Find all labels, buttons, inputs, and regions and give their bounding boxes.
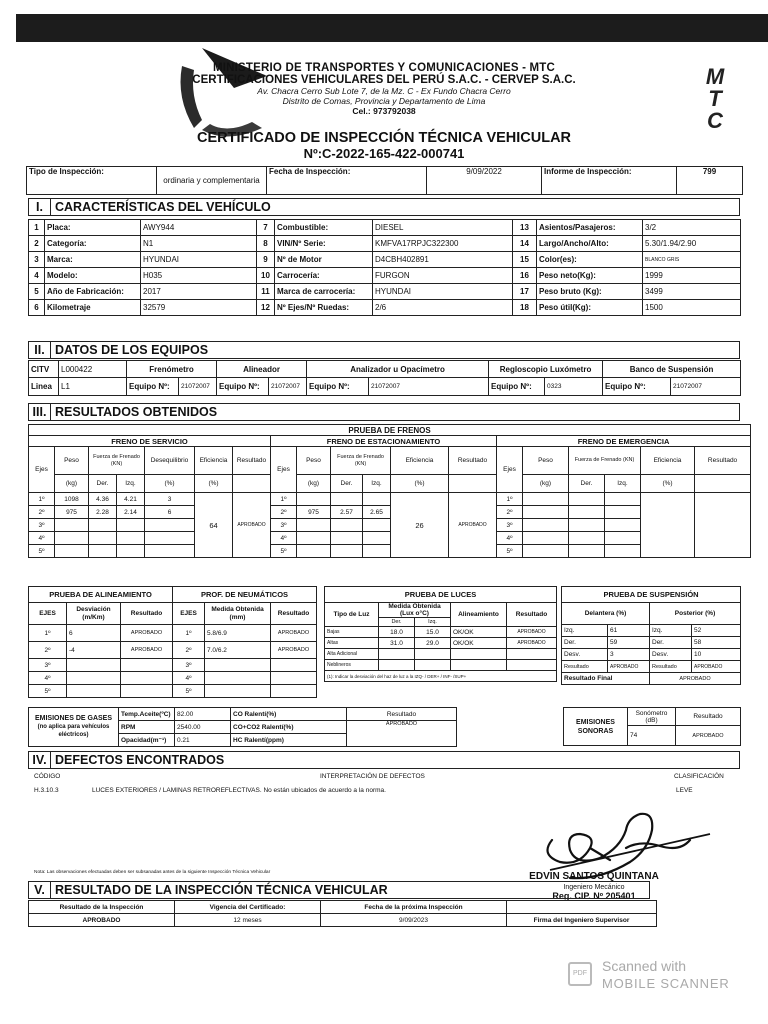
table-row [29,268,741,284]
citv-value: L000422 [59,361,127,378]
suspension-test-table: PRUEBA DE SUSPENSIÓN Delantera (%) Posterior (%) Izq. 61 Izq. 52 Der. 59 Der. 58 Desv. 3 Desv. 10 Resultado APROBADO Resultado APROBADO Resultado Final APROBADO [561,586,741,685]
suspension-value: 3 [608,649,650,661]
equipment-name: Alineador [217,361,307,378]
parking-result: APROBADO [449,493,497,558]
address-line-2: Distrito de Comas, Provincia y Departamento de Lima [282,96,486,106]
table-row [562,637,741,649]
engineer-credentials: Ingeniero Mecánico Reg. CIP. Nº 205401 [552,884,636,901]
next-inspection-date: 9/09/2023 [321,914,507,927]
field-value: N1 [141,236,257,252]
defect-classification: LEVE [676,787,693,794]
light-left: 29.0 [415,638,451,649]
mtc-letters: M T C [705,64,725,133]
final-result-table: Resultado de la Inspección Vigencia del Certificado: Fecha de la próxima Inspección APROBADO 12 meses 9/09/2023 Firma del Ingeniero Supervisor [28,900,657,927]
address-line-1: Av. Chacra Cerro Sub Lote 7, de la Mz. C - Ex Fundo Chacra Cerro [257,86,511,96]
light-right [379,649,415,660]
field-label: Peso bruto (Kg): [537,284,643,300]
suspension-value: APROBADO [692,661,741,673]
field-label: Asientos/Pasajeros: [537,220,643,236]
defect-class-header: CLASIFICACIÓN [674,773,724,780]
light-result: APROBADO [507,638,557,649]
alignment-test-table: PRUEBA DE ALINEAMIENTO EJES Desviación (m/Km) Resultado 1º 6 APROBADO 2º -4 APROBADO 3º 4º 5º [28,586,173,698]
inspection-date-value: 9/09/2022 [427,167,542,195]
suspension-value: 52 [692,625,741,637]
defect-code-header: CÓDIGO [34,773,61,780]
final-result: APROBADO [29,914,175,927]
field-value: KMFVA17RPJC322300 [373,236,513,252]
suspension-value: 58 [692,637,741,649]
parking-brake-title: FRENO DE ESTACIONAMIENTO [271,436,497,447]
equipment-number: 0323 [545,378,603,396]
inspection-report-value: 799 [677,167,743,195]
sound-level: 74 [628,726,676,746]
parking-weight: 975 [297,506,331,519]
table-row [562,625,741,637]
light-left [415,649,451,660]
defect-code: H.3.10.3 [34,787,59,794]
equipment-name: Regloscopio Luxómetro [489,361,603,378]
ministry-name: MINISTERIO DE TRANSPORTES Y COMUNICACIONES - MTC [212,62,556,74]
emergency-brake-title: FRENO DE EMERGENCIA [497,436,751,447]
field-value: 3499 [643,284,741,300]
alignment-title: PRUEBA DE ALINEAMIENTO [29,587,173,603]
field-value: FURGON [373,268,513,284]
field-label: Largo/Ancho/Alto: [537,236,643,252]
pdf-icon: PDF [568,962,592,986]
row-number: 10 [257,268,275,284]
vehicle-characteristics-table [28,219,741,316]
field-value: 2017 [141,284,257,300]
field-label: Combustible: [275,220,373,236]
table-row [29,284,741,300]
field-label: Modelo: [45,268,141,284]
row-number: 6 [29,300,45,316]
field-value: 1999 [643,268,741,284]
table-row [325,660,557,671]
tire-depth-title: PROF. DE NEUMÁTICOS [173,587,317,603]
field-value: HYUNDAI [141,252,257,268]
linea-label: Linea [29,378,59,396]
field-label: Kilometraje [45,300,141,316]
equipment-name: Analizador u Opacímetro [307,361,489,378]
inspection-report-label: Informe de Inspección: [542,167,677,195]
row-number: 11 [257,284,275,300]
row-number: 14 [513,236,537,252]
light-result [507,660,557,671]
suspension-value: APROBADO [608,661,650,673]
field-label: Nº de Motor [275,252,373,268]
light-left: 15.0 [415,627,451,638]
light-alignment: OK/OK [451,627,507,638]
suspension-value: 10 [692,649,741,661]
scanner-watermark: PDF Scanned with MOBILE SCANNER [568,958,748,998]
field-label: Nº Ejes/Nº Ruedas: [275,300,373,316]
suspension-label: Desv. [650,649,692,661]
field-label: Categoría: [45,236,141,252]
row-number: 18 [513,300,537,316]
lights-title: PRUEBA DE LUCES [325,587,557,603]
suspension-label: Izq. [650,625,692,637]
field-label: Peso útil(Kg): [537,300,643,316]
suspension-label: Resultado [650,661,692,673]
supervisor-signature-label: Firma del Ingeniero Supervisor [507,914,657,927]
table-row [29,236,741,252]
lights-note: (1): Indicar la desviación del haz de luz a la IZQ- / DER+ / INF- /SUP+ [325,671,557,682]
gas-emissions-table: EMISIONES DE GASES (no aplica para vehículos eléctricos) Temp.Aceite(ºC) 82.00 CO Ralentí(%) Resultado RPM 2540.00 CO+CO2 Ralentí(%) APROBADO Opacidad(m⁻¹) 0.21 HC Ralentí(ppm) [28,707,559,747]
gas-emissions-result: APROBADO [347,721,457,747]
field-label: Año de Fabricación: [45,284,141,300]
service-result: APROBADO [233,493,271,558]
light-alignment [451,660,507,671]
suspension-label: Der. [650,637,692,649]
defects-note: Nota: Las observaciones efectuadas deben ser subsanadas antes de la siguiente Inspección Técnica Vehicular [34,870,271,875]
table-row [29,300,741,316]
section-4-header: IV. DEFECTOS ENCONTRADOS [28,751,740,769]
equipment-name: Banco de Suspensión [603,361,741,378]
inspection-info-table [26,166,743,195]
row-number: 3 [29,252,45,268]
brake-test-table: PRUEBA DE FRENOS FRENO DE SERVICIO FRENO DE ESTACIONAMIENTO FRENO DE EMERGENCIA Ejes Peso Fuerza de Frenado (KN) Desequilibrio Eficiencia Resultado Ejes Peso Fuerza de Frenado (KN) Eficiencia Resultado Ejes Peso Fuerza de Frenado (KN) Eficiencia Resultado (kg) Der. Izq. (%) (%) (kg) Der. Izq. (%) (kg) Der. Izq. (%) 1º 1098 4.36 4.21 3 64 APROBADO 1º 26 APROBADO 1º 2º 975 2.28 2.14 6 2º 975 2.57 2.65 2º 3º 3º 3º 4º 4º 4º 5º 5º 5º [28,424,751,558]
suspension-label: Izq. [562,625,608,637]
field-label: VIN/Nº Serie: [275,236,373,252]
inspection-date-label: Fecha de Inspección: [267,167,427,195]
phone: Cel.: 973792038 [352,106,416,116]
field-value: HYUNDAI [373,284,513,300]
section-2-header: II. DATOS DE LOS EQUIPOS [28,341,740,359]
light-result [507,649,557,660]
field-value: H035 [141,268,257,284]
equipment-name: Frenómetro [127,361,217,378]
field-label: Placa: [45,220,141,236]
light-right [379,660,415,671]
section-1-header: I. CARACTERÍSTICAS DEL VEHÍCULO [28,198,740,216]
row-number: 15 [513,252,537,268]
row-number: 9 [257,252,275,268]
field-label: Peso neto(Kg): [537,268,643,284]
table-row [29,252,741,268]
table-row [562,649,741,661]
field-label: Marca: [45,252,141,268]
section-5-header: V. RESULTADO DE LA INSPECCIÓN TÉCNICA VEHICULAR [28,881,650,899]
field-label: Carrocería: [275,268,373,284]
field-value: 1500 [643,300,741,316]
lights-test-table: PRUEBA DE LUCES Tipo de Luz Medida Obtenida (Lux o°C) Alineamiento Resultado Der. Izq. Bajas 18.0 15.0 OK/OK APROBADO Altas 31.0 29.0 OK/OK APROBADO Alta Adicional Neblineros (1): Indicar la desviación del haz de luz a la IZQ- / DER+ / INF- /SUP+ [324,586,557,682]
field-value: D4CBH402891 [373,252,513,268]
table-row [325,649,557,660]
field-value: BLANCO GRIS [643,252,741,268]
equipment-number: 21072007 [269,378,307,396]
light-right: 31.0 [379,638,415,649]
field-value: 3/2 [643,220,741,236]
equipment-number: 21072007 [369,378,489,396]
field-value: 2/6 [373,300,513,316]
row-number: 7 [257,220,275,236]
table-row [29,220,741,236]
tire-depth-table: PROF. DE NEUMÁTICOS EJES Medida Obtenida (mm) Resultado 1º 5.8/6.9 APROBADO 2º 7.0/6.2 APROBADO 3º 4º 5º [172,586,317,698]
suspension-label: Resultado [562,661,608,673]
certificate-title: CERTIFICADO DE INSPECCIÓN TÉCNICA VEHICULAR [196,130,572,146]
equipment-number: 21072007 [671,378,741,396]
row-number: 8 [257,236,275,252]
inspection-type-value: ordinaria y complementaria [157,167,267,195]
row-number: 2 [29,236,45,252]
suspension-title: PRUEBA DE SUSPENSIÓN [562,587,741,603]
sound-result: APROBADO [676,726,741,746]
field-value: 32579 [141,300,257,316]
equipment-number: 21072007 [179,378,217,396]
suspension-label: Der. [562,637,608,649]
brake-test-title: PRUEBA DE FRENOS [29,425,751,436]
light-type: Neblineros [325,660,379,671]
service-efficiency: 64 [195,493,233,558]
light-alignment: OK/OK [451,638,507,649]
document-header [0,62,768,116]
row-number: 12 [257,300,275,316]
table-row [562,661,741,673]
light-right: 18.0 [379,627,415,638]
certificate-validity: 12 meses [175,914,321,927]
scan-top-border [16,14,768,42]
suspension-value: 61 [608,625,650,637]
citv-label: CITV [29,361,59,378]
row-number: 4 [29,268,45,284]
defect-interpretation-header: INTERPRETACIÓN DE DEFECTOS [320,773,425,780]
service-weight: 1098 [55,493,89,506]
suspension-final-result: APROBADO [650,673,741,685]
light-type: Altas [325,638,379,649]
sound-emissions-title: EMISIONES SONORAS [564,708,628,746]
field-label: Marca de carrocería: [275,284,373,300]
engineer-name: EDVIN SANTOS QUINTANA [529,871,659,882]
inspection-type-label: Tipo de Inspección: [27,167,157,195]
row-number: 16 [513,268,537,284]
table-row [325,638,557,649]
equipment-table: CITV L000422 Frenómetro Alineador Analizador u Opacímetro Regloscopio Luxómetro Banco de Suspensión Linea L1 Equipo Nº: 21072007 Equipo Nº: 21072007 Equipo Nº: 21072007 Equipo Nº: 0323 Equipo Nº: 21072007 [28,360,741,396]
light-left [415,660,451,671]
row-number: 5 [29,284,45,300]
service-brake-title: FRENO DE SERVICIO [29,436,271,447]
row-number: 13 [513,220,537,236]
suspension-value: 59 [608,637,650,649]
light-type: Bajas [325,627,379,638]
linea-value: L1 [59,378,127,396]
parking-efficiency: 26 [391,493,449,558]
sound-emissions-table: EMISIONES SONORAS Sonómetro (dB) Resultado 74 APROBADO [563,707,741,746]
gas-emissions-title: EMISIONES DE GASES (no aplica para vehículos eléctricos) [29,708,119,747]
suspension-label: Desv. [562,649,608,661]
table-row [325,627,557,638]
field-label: Color(es): [537,252,643,268]
field-value: AWY944 [141,220,257,236]
row-number: 17 [513,284,537,300]
row-number: 1 [29,220,45,236]
section-3-header: III. RESULTADOS OBTENIDOS [28,403,740,421]
field-value: DIESEL [373,220,513,236]
certificate-number: Nº:C-2022-165-422-000741 [303,146,465,161]
light-alignment [451,649,507,660]
defect-description: LUCES EXTERIORES / LAMINAS RETROREFLECTIVAS. No están ubicados de acuerdo a la norma. [92,787,386,794]
light-type: Alta Adicional [325,649,379,660]
light-result: APROBADO [507,627,557,638]
field-value: 5.30/1.94/2.90 [643,236,741,252]
company-name: CERTIFICACIONES VEHICULARES DEL PERÚ S.A.C. - CERVEP S.A.C. [192,74,576,86]
